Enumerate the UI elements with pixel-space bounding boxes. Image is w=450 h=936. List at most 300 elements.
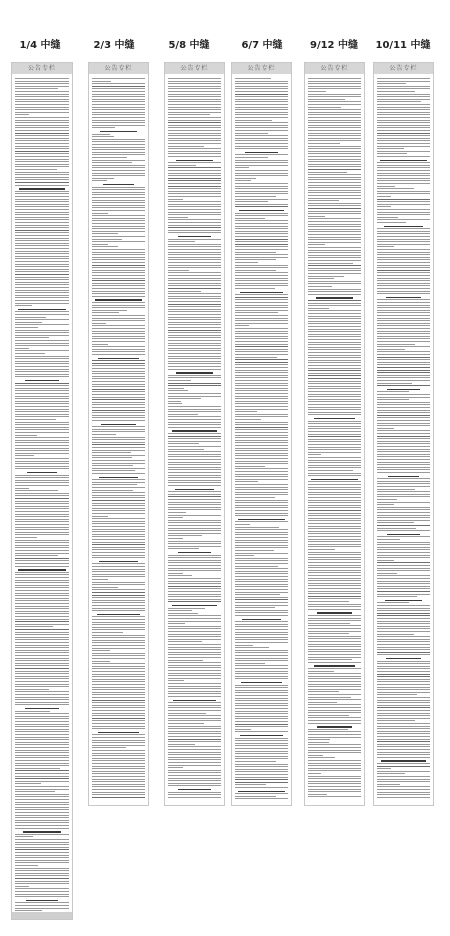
text-line — [168, 317, 221, 318]
text-line — [92, 363, 145, 364]
text-line — [92, 410, 145, 411]
text-line — [308, 242, 361, 243]
text-line — [377, 318, 430, 319]
text-line — [15, 809, 69, 810]
text-line — [235, 537, 288, 538]
text-line — [235, 130, 288, 131]
text-line — [92, 178, 114, 179]
text-line — [308, 187, 361, 188]
text-line — [168, 678, 221, 679]
text-line — [92, 91, 145, 92]
text-line — [15, 455, 34, 456]
text-line — [15, 287, 69, 288]
text-line — [168, 657, 221, 658]
text-line — [15, 227, 69, 228]
text-line — [15, 290, 69, 291]
text-line — [15, 219, 69, 220]
text-line — [92, 768, 145, 769]
text-line — [92, 336, 145, 337]
text-line — [308, 133, 361, 134]
text-line — [168, 249, 221, 250]
text-line — [377, 259, 430, 260]
text-line — [235, 86, 288, 87]
text-line — [15, 477, 69, 478]
text-line — [308, 373, 361, 374]
text-line — [92, 655, 145, 656]
text-line — [92, 658, 145, 659]
text-line — [377, 331, 430, 332]
text-line — [92, 81, 111, 82]
text-line — [168, 775, 221, 776]
text-line — [168, 288, 221, 289]
text-line — [92, 457, 132, 458]
text-line — [377, 78, 430, 79]
notice-heading — [238, 519, 285, 520]
text-line — [377, 302, 430, 303]
text-line — [377, 370, 430, 371]
text-line — [377, 270, 430, 271]
text-line — [92, 640, 145, 641]
text-line — [377, 536, 430, 537]
text-line — [168, 285, 221, 286]
text-line — [15, 786, 69, 787]
text-line — [15, 311, 69, 312]
text-line — [377, 754, 430, 755]
text-line — [15, 274, 69, 275]
text-line — [15, 681, 69, 682]
text-line — [168, 504, 221, 505]
text-line — [235, 550, 274, 551]
text-line — [308, 365, 361, 366]
text-line — [15, 300, 69, 301]
text-line — [92, 404, 145, 405]
text-line — [308, 83, 361, 84]
text-line — [377, 544, 430, 545]
text-line — [168, 783, 221, 784]
text-line — [15, 322, 42, 323]
text-line — [235, 796, 276, 797]
text-line — [235, 267, 288, 268]
text-line — [235, 494, 288, 495]
text-line — [15, 151, 69, 152]
text-line — [308, 681, 361, 682]
text-line — [15, 598, 69, 599]
text-line — [168, 739, 221, 740]
text-line — [235, 107, 288, 108]
text-line — [168, 512, 186, 513]
text-line — [308, 457, 361, 458]
text-line — [15, 258, 69, 259]
text-line — [92, 753, 145, 754]
text-line — [168, 146, 204, 147]
text-line — [92, 671, 145, 672]
text-line — [308, 536, 361, 537]
text-line — [168, 588, 221, 589]
text-line — [168, 522, 221, 523]
text-line — [377, 336, 430, 337]
text-line — [235, 157, 268, 158]
column-2-3 — [88, 62, 149, 806]
notice-heading — [100, 131, 138, 132]
text-line — [377, 244, 430, 245]
text-line — [377, 249, 430, 250]
text-line — [235, 388, 288, 389]
text-line — [308, 502, 361, 503]
text-line — [235, 489, 288, 490]
notice-heading — [97, 614, 139, 615]
text-line — [377, 489, 415, 490]
text-line — [15, 240, 69, 241]
text-line — [308, 467, 361, 468]
text-line — [235, 257, 288, 258]
text-line — [168, 610, 192, 611]
text-line — [168, 710, 221, 711]
text-line — [92, 734, 145, 735]
text-line — [168, 785, 221, 786]
text-line — [308, 631, 361, 632]
text-line — [235, 515, 288, 516]
text-line — [15, 865, 38, 866]
text-line — [377, 305, 430, 306]
text-line — [377, 333, 430, 334]
text-line — [377, 402, 430, 403]
text-line — [235, 698, 288, 699]
text-line — [235, 605, 288, 606]
notice-heading — [25, 380, 59, 381]
text-line — [235, 497, 275, 498]
text-line — [92, 684, 145, 685]
text-line — [15, 448, 69, 449]
text-line — [235, 592, 288, 593]
text-line — [92, 96, 145, 97]
text-line — [377, 109, 430, 110]
text-line — [92, 205, 145, 206]
text-line — [92, 789, 145, 790]
text-line — [377, 674, 430, 675]
text-line — [235, 678, 288, 679]
text-line — [308, 747, 361, 748]
notice-heading — [99, 477, 138, 478]
text-line — [15, 621, 69, 622]
text-line — [92, 117, 145, 118]
text-line — [377, 88, 430, 89]
text-line — [15, 201, 69, 202]
text-line — [235, 424, 288, 425]
text-line — [235, 685, 288, 686]
text-line — [15, 422, 69, 423]
text-line — [235, 393, 288, 394]
text-line — [235, 542, 288, 543]
text-line — [377, 367, 430, 368]
text-line — [377, 127, 430, 128]
column-text-body — [377, 77, 430, 802]
text-line — [308, 318, 361, 319]
notice-heading — [18, 309, 65, 310]
text-line — [308, 565, 361, 566]
text-line — [168, 693, 221, 694]
text-line — [15, 825, 69, 826]
text-line — [168, 377, 221, 378]
text-line — [235, 206, 288, 207]
text-line — [308, 146, 361, 147]
text-line — [168, 304, 221, 305]
text-line — [15, 634, 69, 635]
text-line — [308, 598, 361, 599]
column-1-4 — [11, 62, 73, 920]
text-line — [235, 676, 288, 677]
text-line — [168, 153, 221, 154]
text-line — [15, 91, 69, 92]
text-line — [308, 185, 361, 186]
text-line — [92, 376, 145, 377]
text-line — [15, 440, 69, 441]
text-line — [308, 357, 361, 358]
text-line — [15, 868, 69, 869]
text-line — [235, 440, 288, 441]
notice-heading — [311, 479, 357, 480]
text-line — [235, 390, 288, 391]
text-line — [15, 721, 69, 722]
text-line — [308, 428, 361, 429]
text-line — [377, 715, 430, 716]
text-line — [308, 531, 361, 532]
text-line — [15, 83, 69, 84]
text-line — [308, 370, 361, 371]
text-line — [377, 666, 430, 667]
text-line — [235, 487, 288, 488]
text-line — [235, 584, 288, 585]
text-line — [168, 283, 221, 284]
text-line — [92, 779, 145, 780]
text-line — [168, 361, 221, 362]
text-line — [15, 542, 69, 543]
text-line — [15, 624, 69, 625]
text-line — [15, 503, 69, 504]
text-line — [235, 180, 251, 181]
text-line — [377, 728, 430, 729]
text-line — [308, 765, 361, 766]
text-line — [377, 652, 430, 653]
text-line — [15, 582, 69, 583]
text-line — [168, 535, 202, 536]
text-line — [168, 772, 221, 773]
text-line — [15, 585, 69, 586]
text-line — [92, 333, 145, 334]
text-line — [308, 578, 361, 579]
text-line — [235, 751, 288, 752]
text-line — [168, 81, 221, 82]
text-line — [308, 791, 361, 792]
text-line — [15, 468, 69, 469]
text-line — [308, 484, 361, 485]
text-line — [92, 534, 145, 535]
text-line — [308, 591, 361, 592]
text-line — [168, 591, 221, 592]
text-line — [168, 618, 221, 619]
text-line — [235, 692, 288, 693]
text-line — [308, 720, 361, 721]
text-line — [377, 433, 430, 434]
text-line — [15, 870, 69, 871]
text-line — [235, 639, 288, 640]
text-line — [308, 86, 361, 87]
text-line — [168, 416, 221, 417]
text-line — [377, 231, 430, 232]
text-line — [308, 633, 349, 634]
text-line — [92, 189, 145, 190]
text-line — [168, 96, 221, 97]
text-line — [235, 453, 288, 454]
text-line — [377, 285, 430, 286]
text-line — [235, 165, 288, 166]
text-line — [235, 143, 288, 144]
text-line — [92, 320, 145, 321]
text-line — [377, 456, 430, 457]
text-line — [308, 796, 361, 797]
text-line — [308, 444, 361, 445]
text-line — [168, 649, 221, 650]
text-line — [168, 462, 221, 463]
text-line — [308, 636, 361, 637]
text-line — [168, 214, 221, 215]
text-line — [235, 468, 288, 469]
text-line — [92, 310, 127, 311]
notice-heading — [317, 612, 353, 613]
text-line — [92, 674, 145, 675]
text-line — [235, 740, 288, 741]
text-line — [377, 423, 430, 424]
text-line — [235, 94, 288, 95]
text-line — [235, 354, 288, 355]
text-line — [377, 610, 430, 611]
text-line — [308, 507, 361, 508]
text-line — [308, 781, 361, 782]
text-line — [92, 705, 145, 706]
text-line — [308, 423, 361, 424]
text-line — [235, 109, 288, 110]
text-line — [377, 654, 430, 655]
text-line — [92, 763, 145, 764]
text-line — [15, 773, 69, 774]
text-line — [377, 763, 430, 764]
text-line — [235, 774, 288, 775]
text-line — [235, 521, 288, 522]
text-line — [308, 739, 330, 740]
text-line — [308, 192, 361, 193]
text-line — [15, 776, 69, 777]
text-line — [377, 588, 430, 589]
text-line — [235, 645, 253, 646]
text-line — [377, 428, 394, 429]
text-line — [235, 364, 288, 365]
text-line — [308, 760, 361, 761]
text-line — [377, 720, 415, 721]
text-line — [15, 731, 69, 732]
text-line — [377, 344, 415, 345]
text-line — [92, 220, 145, 221]
text-line — [308, 355, 361, 356]
text-line — [377, 246, 394, 247]
text-line — [235, 170, 288, 171]
text-line — [235, 377, 288, 378]
text-line — [168, 107, 221, 108]
text-line — [235, 294, 288, 295]
text-line — [168, 683, 221, 684]
text-line — [235, 632, 288, 633]
text-line — [308, 289, 361, 290]
text-line — [15, 860, 69, 861]
text-line — [168, 427, 221, 428]
text-line — [168, 654, 221, 655]
text-line — [235, 761, 276, 762]
text-line — [15, 403, 69, 404]
text-line — [92, 582, 145, 583]
text-line — [308, 671, 334, 672]
text-line — [377, 626, 430, 627]
text-line — [92, 450, 145, 451]
text-line — [235, 133, 268, 134]
text-line — [15, 345, 69, 346]
text-line — [308, 572, 361, 573]
text-line — [235, 186, 288, 187]
text-line — [377, 687, 430, 688]
text-line — [15, 148, 69, 149]
text-line — [92, 784, 145, 785]
text-line — [308, 668, 361, 669]
notice-heading — [314, 665, 355, 666]
text-line — [92, 391, 145, 392]
text-line — [168, 403, 182, 404]
text-line — [15, 416, 69, 417]
text-line — [168, 254, 221, 255]
text-line — [168, 731, 221, 732]
text-line — [15, 196, 69, 197]
text-line — [168, 736, 221, 737]
text-line — [15, 337, 49, 338]
text-line — [308, 510, 361, 511]
notice-heading — [25, 708, 58, 709]
text-line — [235, 427, 288, 428]
text-line — [235, 784, 266, 785]
text-line — [308, 161, 361, 162]
text-line — [235, 442, 288, 443]
text-line — [15, 437, 69, 438]
text-line — [15, 101, 69, 102]
text-line — [168, 475, 221, 476]
text-line — [92, 305, 145, 306]
text-line — [15, 248, 69, 249]
text-line — [377, 436, 430, 437]
text-line — [377, 794, 430, 795]
text-line — [92, 302, 145, 303]
text-line — [92, 589, 145, 590]
text-line — [377, 684, 430, 685]
text-line — [377, 170, 430, 171]
text-line — [235, 140, 288, 141]
text-line — [377, 449, 430, 450]
text-line — [92, 592, 145, 593]
text-line — [168, 780, 221, 781]
text-line — [377, 354, 430, 355]
text-line — [235, 411, 257, 412]
text-line — [377, 586, 430, 587]
text-line — [308, 567, 361, 568]
text-line — [168, 568, 221, 569]
text-line — [308, 426, 361, 427]
text-line — [15, 371, 69, 372]
text-line — [168, 411, 221, 412]
text-line — [92, 125, 145, 126]
